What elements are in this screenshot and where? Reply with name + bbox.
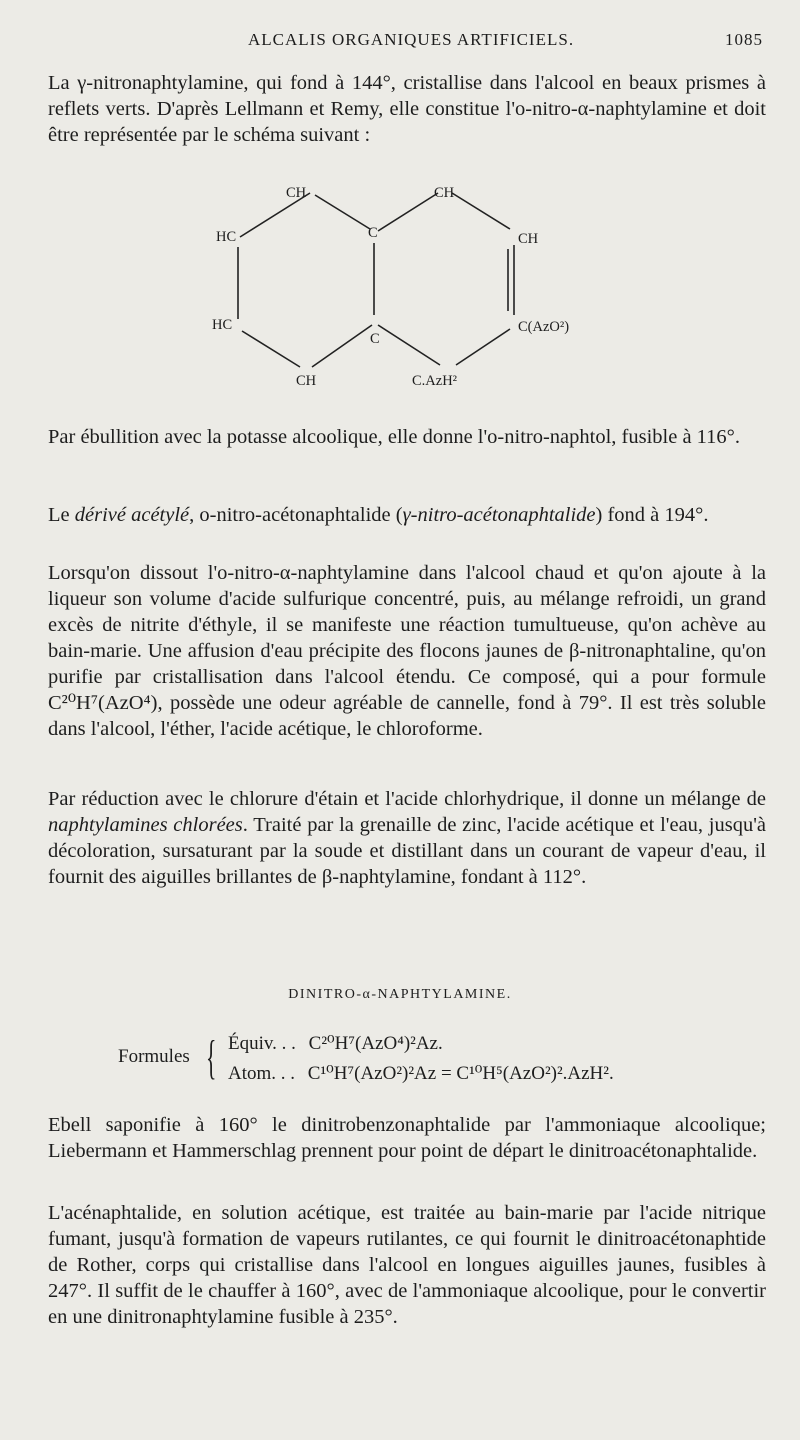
atom-label-top-left: CH [286, 185, 307, 201]
atom-label-right-lower: C(AzO²) [518, 319, 570, 335]
paragraph-reduction [48, 786, 766, 890]
atom-label-bottom-right: C.AzH² [412, 373, 458, 389]
formula-equiv-label: Équiv. . . [228, 1033, 296, 1054]
p5-text-b: . Traité par la grenaille de zinc, l'acide acétique et l'eau, jusqu'à décoloration, sursaturant par la soude et distillant dans un courant de vapeur d'eau, il fournit des aiguilles brillantes de β-naphtylamine, fondant à 112°. [48, 814, 766, 888]
atom-label-top-right: CH [434, 185, 455, 201]
atom-label-bottom-left: CH [296, 373, 317, 389]
formula-equiv-row [228, 1032, 443, 1055]
formula-equiv-value: C²⁰H⁷(AzO⁴)²Az. [308, 1033, 443, 1054]
section-title: DINITRO-α-NAPHTYLAMINE. [288, 987, 512, 1002]
atom-label-left-lower: HC [212, 317, 233, 333]
paragraph-ebell: Ebell saponifie à 160° le dinitrobenzonaphtalide par l'ammoniaque alcoolique; Liebermann et Hammerschlag prennent pour point de départ le dinitroacétonaphtalide. [48, 1114, 766, 1162]
formulas-brace: { [206, 1031, 217, 1084]
page-number: 1085 [725, 30, 763, 49]
formula-atom-label: Atom. . . [228, 1063, 296, 1084]
paragraph-gamma-nitronaphtylamine: La γ-nitronaphtylamine, qui fond à 144°, cristallise dans l'alcool en beaux prismes à reflets verts. D'après Lellmann et Remy, elle constitue l'o-nitro-α-naphtylamine et doit être représentée par le schéma suivant : [48, 72, 766, 146]
naphthalene-structure-diagram [200, 175, 600, 415]
atom-label-center-lower: C [370, 331, 380, 347]
p5-italic: naphtylamines chlorées [48, 814, 243, 836]
atom-label-center-upper: C [368, 225, 378, 241]
paragraph-ebullition: Par ébullition avec la potasse alcoolique, elle donne l'o-nitro-naphtol, fusible à 116°. [48, 426, 740, 448]
paragraph-derive-acetyle [48, 502, 766, 528]
p3-text-a: Le [48, 504, 75, 526]
formula-atom-value: C¹⁰H⁷(AzO²)²Az = C¹⁰H⁵(AzO²)².AzH². [307, 1063, 614, 1084]
running-header [0, 30, 800, 54]
header-title: ALCALIS ORGANIQUES ARTIFICIELS. [248, 30, 575, 49]
atom-label-right-upper: CH [518, 231, 539, 247]
structure-bonds [200, 175, 600, 415]
atom-label-left-upper: HC [216, 229, 237, 245]
p5-text-a: Par réduction avec le chlorure d'étain et l'acide chlorhydrique, il donne un mélange de [48, 788, 766, 810]
paragraph-acenaphtalide: L'acénaphtalide, en solution acétique, est traitée au bain-marie par l'acide nitrique fumant, jusqu'à formation de vapeurs rutilantes, ce qui fournit le dinitroacétonaphtide de Rother, corps qui cristallise dans l'alcool en longues aiguilles jaunes, fusibles à 247°. Il suffit de le chauffer à 160°, avec de l'ammoniaque alcoolique, pour le convertir en une dinitronaphtylamine fusible à 235°. [48, 1202, 766, 1328]
formulas-label: Formules [118, 1046, 190, 1067]
p3-text-c: ) fond à 194°. [595, 504, 709, 526]
paragraph-nitrite-reaction: Lorsqu'on dissout l'o-nitro-α-naphtylamine dans l'alcool chaud et qu'on ajoute à la liqueur son volume d'acide sulfurique concentré, puis, au mélange refroidi, un grand excès de nitrite d'éthyle, il se manifeste une réaction tumultueuse, qu'on achève au bain-marie. Une affusion d'eau précipite des flocons jaunes de β-nitronaphtaline, qu'on purifie par cristallisation dans l'alcool étendu. Ce composé, qui a pour formule C²⁰H⁷(AzO⁴), possède une odeur agréable de cannelle, fond à 79°. Il est très soluble dans l'alcool, l'éther, l'acide acétique, le chloroforme. [48, 562, 766, 740]
p3-text-b: , o-nitro-acétonaphtalide ( [189, 504, 403, 526]
formulas-block [98, 1030, 718, 1092]
formula-atom-row [228, 1062, 614, 1085]
p3-italic-b: γ-nitro-acétonaphtalide [402, 504, 596, 526]
p3-italic-a: dérivé acétylé [74, 504, 190, 526]
